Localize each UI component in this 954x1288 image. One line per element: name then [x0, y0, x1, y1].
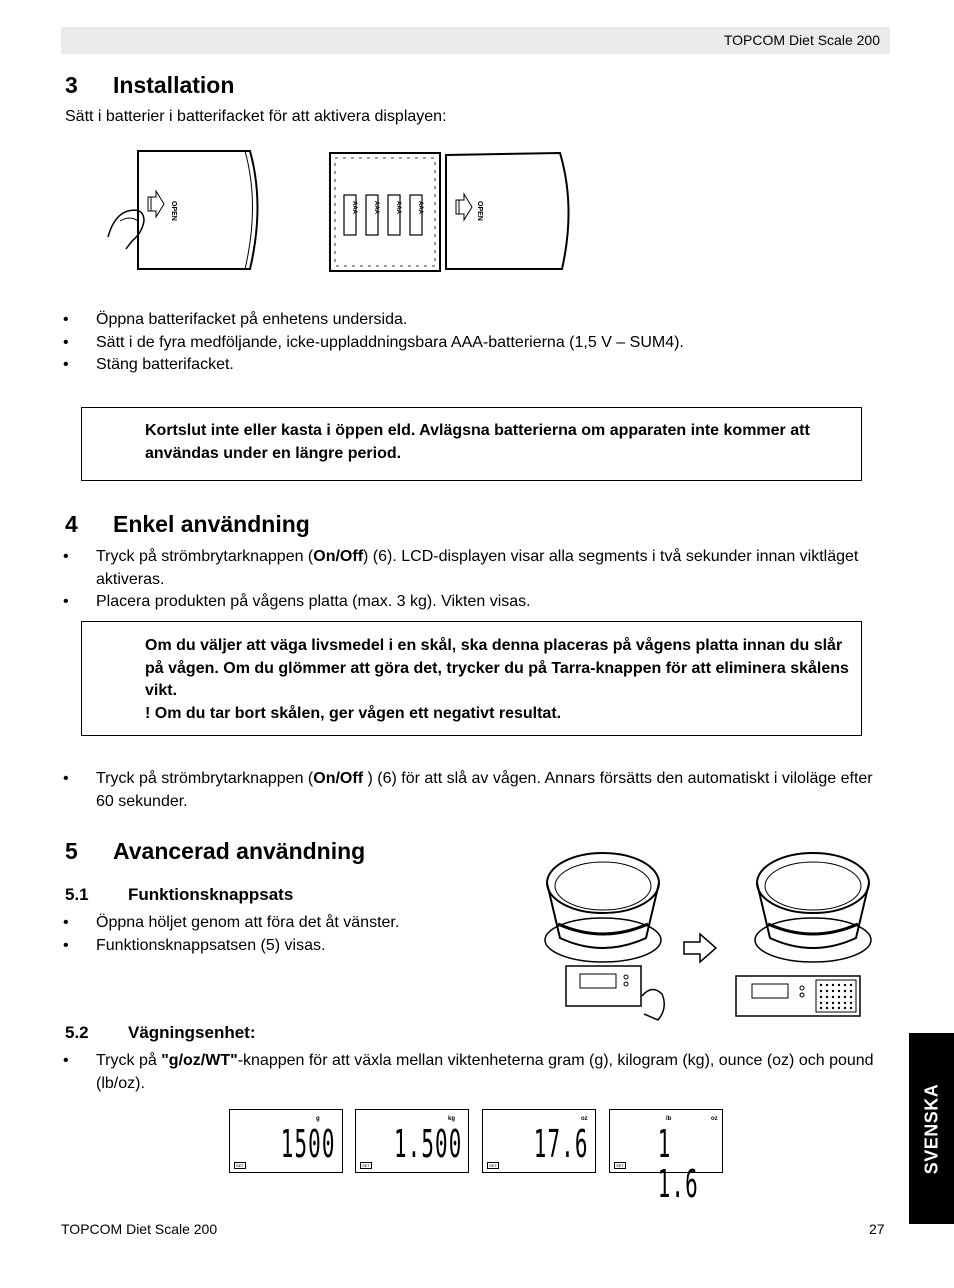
lcd-digits: 1.500 [393, 1122, 462, 1166]
lcd-display-kilograms: kg 1.500 SET [355, 1109, 469, 1173]
warning-note-box [81, 407, 862, 481]
list-item: • Sätt i de fyra medföljande, icke-uppladdningsbara AAA-batterierna (1,5 V – SUM4). [61, 332, 891, 355]
language-tab: SVENSKA [909, 1033, 954, 1224]
page-header [61, 27, 890, 54]
list-item: • Funktionsknappsatsen (5) visas. [61, 935, 521, 958]
section-3-bullets [61, 309, 891, 377]
section-5-2-heading: 5.2 Vägningsenhet: [65, 1023, 256, 1042]
info-note-box [81, 621, 862, 736]
warning-note-text: Kortslut inte eller kasta i öppen eld. Avlägsna batterierna om apparaten inte kommer att användas under en längre period. [145, 422, 810, 462]
lcd-digits: 17.6 [534, 1122, 589, 1166]
section-5-1-bullets [61, 912, 521, 957]
open-label-2: OPEN [476, 201, 483, 221]
list-item: • Öppna höljet genom att föra det åt vänster. [61, 912, 521, 935]
section-5-1-heading: 5.1 Funktionsknappsats [65, 885, 294, 904]
section-4-heading: 4 Enkel användning [65, 511, 310, 537]
svg-text:AAA: AAA [395, 201, 401, 214]
lcd-display-grams: g 1500 SET [229, 1109, 343, 1173]
list-item: • Tryck på "g/oz/WT"-knappen för att växla mellan viktenheterna gram (g), kilogram (kg), ounce (oz) och pound (lb/oz). [61, 1050, 891, 1095]
svg-text:AAA: AAA [373, 201, 379, 214]
battery-compartment-illustration [100, 145, 580, 277]
list-item: • Öppna batterifacket på enhetens undersida. [61, 309, 891, 332]
battery-label: AAA [351, 201, 357, 214]
open-arrow-icon [148, 191, 164, 217]
section-5-2-bullets [61, 1050, 891, 1095]
open-label-1: OPEN [170, 201, 177, 221]
section-5-heading: 5 Avancerad användning [65, 838, 366, 864]
section-4-bullets-2 [61, 768, 891, 813]
page-number: 27 [869, 1221, 885, 1237]
finger-icon [642, 989, 664, 1020]
list-item: • Tryck på strömbrytarknappen (On/Off ) (6) för att slå av vågen. Annars försätts den automatiskt i viloläge efter 60 sekunder. [61, 768, 891, 813]
section-3-heading: 3 Installation [65, 72, 235, 98]
list-item: • Stäng batterifacket. [61, 354, 891, 377]
lcd-display-pounds: lb oz 1 1.6 SET [609, 1109, 723, 1173]
scale-keypad-illustration [540, 848, 890, 1023]
lcd-digits: 1500 [281, 1122, 336, 1166]
list-item: • Placera produkten på vågens platta (max. 3 kg). Vikten visas. [61, 591, 891, 614]
section-3-intro: Sätt i batterier i batterifacket för att aktivera displayen: [65, 108, 447, 125]
section-4-bullets [61, 546, 891, 614]
lcd-display-ounces: oz 17.6 SET [482, 1109, 596, 1173]
info-note-text: Om du väljer att väga livsmedel i en skål, ska denna placeras på vågens platta innan du slår på vågen. Om du glömmer att göra det, trycker du på Tarra-knappen för att eliminera skålens vikt. ! Om du tar bort skålen, ger vågen ett negativt resultat. [145, 637, 849, 722]
list-item: • Tryck på strömbrytarknappen (On/Off) (6). LCD-displayen visar alla segments i två sekunder innan viktläget aktiveras. [61, 546, 891, 591]
svg-text:AAA: AAA [417, 201, 423, 214]
lcd-digits: 1 1.6 [657, 1122, 699, 1206]
footer-title: TOPCOM Diet Scale 200 [61, 1221, 218, 1237]
arrow-right-icon [684, 934, 716, 962]
header-title: TOPCOM Diet Scale 200 [723, 32, 880, 48]
